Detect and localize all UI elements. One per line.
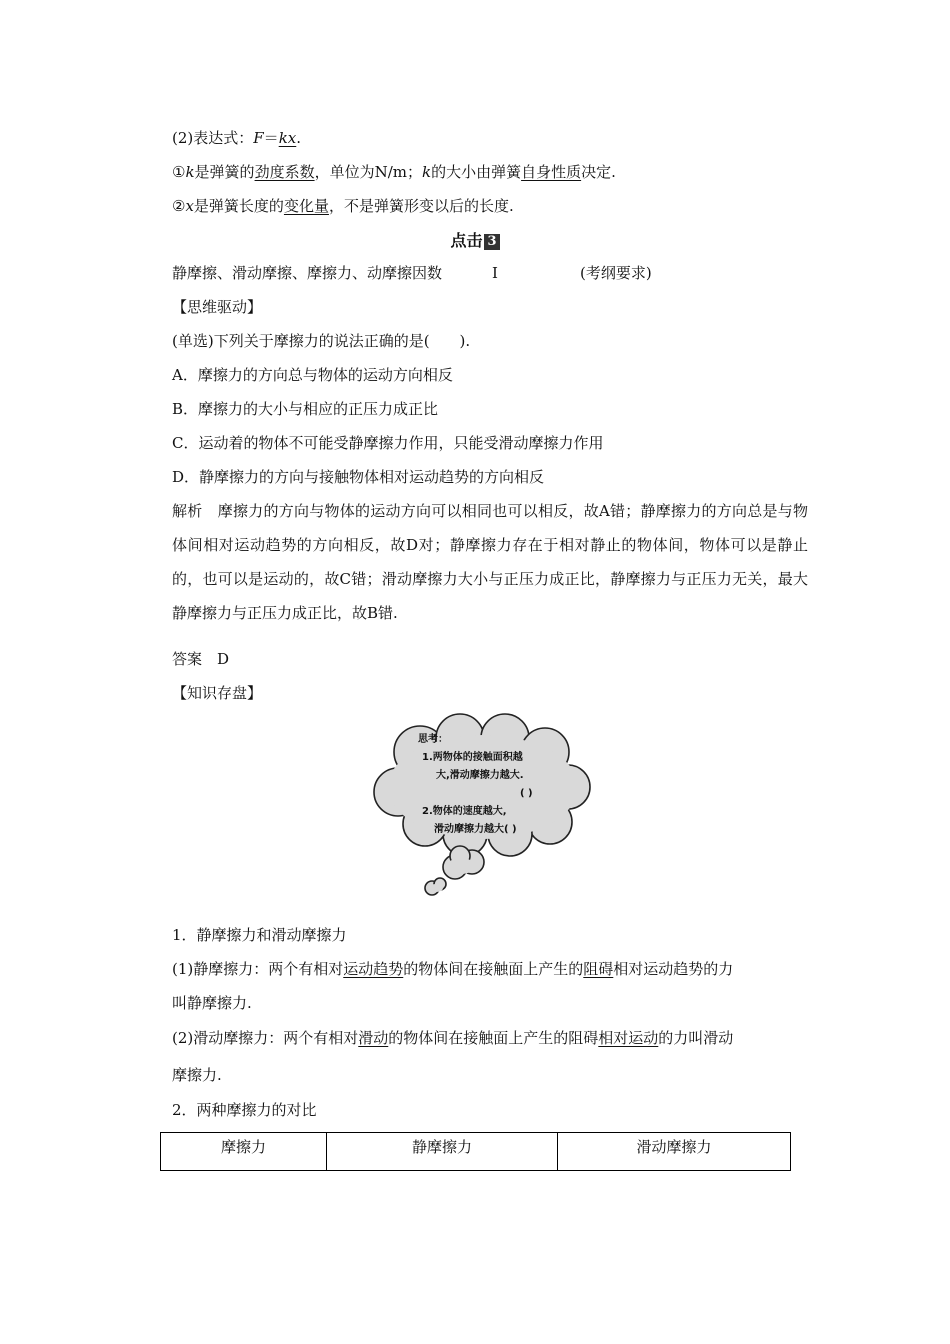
circle-marker: ② <box>172 197 186 215</box>
table-header-cell: 滑动摩擦力 <box>558 1133 791 1171</box>
text-segment: 决定. <box>581 163 616 181</box>
formula-dot: . <box>296 129 302 147</box>
answer-line: 答案 D <box>172 650 230 668</box>
store-heading: 【知识存盘】 <box>172 684 263 702</box>
thought-cloud-illustration <box>360 712 600 902</box>
underlined-term: 自身性质 <box>521 163 582 181</box>
drive-heading: 【思维驱动】 <box>172 298 263 316</box>
cloud-line-1: 思考： <box>418 734 448 745</box>
var-k: k <box>185 163 195 181</box>
analysis-paragraph: 解析 摩擦力的方向与物体的运动方向可以相同也可以相反，故A错；静摩擦力的方向总是与物体间相对运动趋势的方向相反，故D对；静摩擦力存在于相对静止的物体间，物体可以是静止的，也可以是运动的，故C错；滑动摩擦力大小与正压力成正比，静摩擦力与正压力无关，最大静摩擦力与正压力成正比，故B错. <box>172 502 808 622</box>
static-friction-line <box>172 959 733 979</box>
table-header-cell: 静摩擦力 <box>327 1133 558 1171</box>
table-header-row <box>161 1133 791 1171</box>
question-text: (单选)下列关于摩擦力的说法正确的是( ). <box>172 332 471 350</box>
item1-title: 1．静摩擦力和滑动摩擦力 <box>172 926 347 944</box>
text-segment: 是弹簧的 <box>194 163 255 181</box>
text-segment: 相对运动趋势的力 <box>613 960 734 978</box>
underlined-term: 滑动 <box>358 1029 389 1047</box>
cloud-line-5: 2.物体的速度越大, <box>422 806 507 817</box>
text-segment: (1)静摩擦力：两个有相对 <box>172 960 344 978</box>
text-segment: 的物体间在接触面上产生的阻碍 <box>388 1029 599 1047</box>
var-x: x <box>185 197 194 215</box>
sliding-friction-cont: 摩擦力. <box>172 1066 222 1084</box>
section-number: 3 <box>484 234 499 250</box>
topic-title: 静摩擦、滑动摩擦、摩擦力、动摩擦因数 <box>172 264 443 282</box>
underlined-term: 劲度系数 <box>254 163 315 181</box>
text-segment: 的大小由弹簧 <box>431 163 522 181</box>
section-heading <box>0 228 950 251</box>
cloud-line-2: 1.两物体的接触面积越 <box>422 752 523 763</box>
cloud-line-4: ( ) <box>520 788 533 799</box>
underlined-term: 相对运动 <box>598 1029 659 1047</box>
option-a: A．摩擦力的方向总与物体的运动方向相反 <box>172 366 453 384</box>
topic-line <box>172 263 442 283</box>
friction-comparison-table <box>160 1132 791 1171</box>
underlined-term: 变化量 <box>283 197 329 215</box>
underlined-term: 阻碍 <box>583 960 614 978</box>
option-d: D．静摩擦力的方向与接触物体相对运动趋势的方向相反 <box>172 468 545 486</box>
topic-requirement: (考纲要求) <box>580 264 652 282</box>
section-label: 点击 <box>450 231 483 250</box>
formula-line <box>172 128 301 148</box>
underlined-term: 运动趋势 <box>343 960 404 978</box>
sliding-friction-line <box>172 1028 733 1048</box>
text-segment: 的力叫滑动 <box>658 1029 734 1047</box>
text-segment: ，单位为N/m； <box>314 163 422 181</box>
text-segment: (2)滑动摩擦力：两个有相对 <box>172 1029 359 1047</box>
note-x-line <box>172 196 514 216</box>
option-c: C．运动着的物体不可能受静摩擦力作用，只能受滑动摩擦力作用 <box>172 434 604 452</box>
formula-kx: kx <box>278 129 297 147</box>
topic-level: Ⅰ <box>492 264 498 282</box>
text-segment: 的物体间在接触面上产生的 <box>403 960 584 978</box>
cloud-line-3: 大,滑动摩擦力越大. <box>436 770 524 781</box>
text-segment: 是弹簧长度的 <box>193 197 284 215</box>
text-segment: ，不是弹簧形变以后的长度. <box>328 197 514 215</box>
var-k: k <box>421 163 432 181</box>
item2-title: 2．两种摩擦力的对比 <box>172 1101 317 1119</box>
table-header-cell: 摩擦力 <box>161 1133 327 1171</box>
formula-eq: ＝ <box>263 129 279 147</box>
note-k-line <box>172 162 616 182</box>
static-friction-cont: 叫静摩擦力. <box>172 994 252 1012</box>
formula-f: F <box>253 129 264 147</box>
circle-marker: ① <box>172 163 186 181</box>
cloud-line-6: 滑动摩擦力越大( ) <box>434 824 517 835</box>
option-b: B．摩擦力的大小与相应的正压力成正比 <box>172 400 439 418</box>
formula-prefix: (2)表达式： <box>172 129 254 147</box>
